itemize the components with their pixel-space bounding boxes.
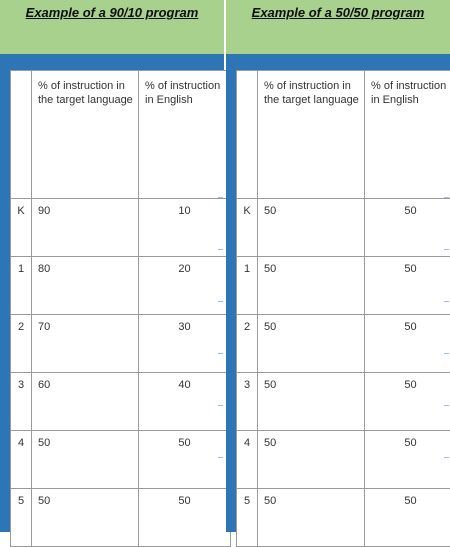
- header-90-10: [0, 0, 224, 54]
- english-percent-cell: 50: [365, 199, 450, 257]
- target-percent-cell: 70: [32, 315, 139, 373]
- english-header: % of instruction in English: [365, 71, 450, 199]
- english-percent-cell: 50: [365, 315, 450, 373]
- table-row: [11, 489, 231, 547]
- table-row: [237, 373, 450, 431]
- english-percent-cell: 40: [139, 373, 231, 431]
- divider-tick: [444, 197, 449, 198]
- target-language-header: % of instruction in the target language: [32, 71, 139, 199]
- divider-tick: [218, 301, 223, 302]
- table-row: [11, 315, 231, 373]
- target-language-header: % of instruction in the target language: [258, 71, 365, 199]
- table-90-10: [10, 70, 231, 547]
- grade-cell: 4: [237, 431, 258, 489]
- divider-tick: [218, 249, 223, 250]
- target-percent-cell: 50: [32, 431, 139, 489]
- header-50-50: [226, 0, 450, 54]
- grade-cell: 4: [11, 431, 32, 489]
- target-percent-cell: 50: [258, 373, 365, 431]
- english-percent-cell: 20: [139, 257, 231, 315]
- grade-cell: K: [11, 199, 32, 257]
- grade-header-cell: [237, 71, 258, 199]
- divider-tick: [444, 249, 449, 250]
- target-percent-cell: 60: [32, 373, 139, 431]
- table-50-50: [236, 70, 450, 547]
- table-row: [237, 431, 450, 489]
- divider-tick: [444, 457, 449, 458]
- english-percent-cell: 50: [365, 257, 450, 315]
- grade-cell: 5: [11, 489, 32, 547]
- title-50-50: Example of a 50/50 program: [226, 5, 450, 20]
- table-row: [237, 257, 450, 315]
- divider-tick: [218, 405, 223, 406]
- english-percent-cell: 50: [139, 431, 231, 489]
- title-90-10: Example of a 90/10 program: [0, 5, 224, 20]
- table-header-row: [237, 71, 450, 199]
- english-percent-cell: 10: [139, 199, 231, 257]
- table-row: [237, 199, 450, 257]
- table-row: [237, 315, 450, 373]
- grade-cell: 3: [237, 373, 258, 431]
- table-row: [11, 373, 231, 431]
- grade-header-cell: [11, 71, 32, 199]
- grade-cell: 3: [11, 373, 32, 431]
- english-percent-cell: 50: [365, 373, 450, 431]
- english-header: % of instruction in English: [139, 71, 231, 199]
- target-percent-cell: 90: [32, 199, 139, 257]
- table-row: [11, 431, 231, 489]
- english-percent-cell: 50: [365, 431, 450, 489]
- target-percent-cell: 50: [258, 431, 365, 489]
- table-row: [11, 257, 231, 315]
- table-row: [237, 489, 450, 547]
- target-percent-cell: 80: [32, 257, 139, 315]
- table-row: [11, 199, 231, 257]
- target-percent-cell: 50: [258, 199, 365, 257]
- panel-90-10: [0, 54, 224, 532]
- target-percent-cell: 50: [32, 489, 139, 547]
- target-percent-cell: 50: [258, 489, 365, 547]
- divider-tick: [444, 405, 449, 406]
- target-percent-cell: 50: [258, 257, 365, 315]
- grade-cell: 2: [237, 315, 258, 373]
- english-percent-cell: 50: [365, 489, 450, 547]
- grade-cell: K: [237, 199, 258, 257]
- divider-tick: [218, 197, 223, 198]
- grade-cell: 1: [11, 257, 32, 315]
- grade-cell: 2: [11, 315, 32, 373]
- divider-tick: [218, 353, 223, 354]
- target-percent-cell: 50: [258, 315, 365, 373]
- table-header-row: [11, 71, 231, 199]
- english-percent-cell: 50: [139, 489, 231, 547]
- divider-tick: [444, 301, 449, 302]
- english-percent-cell: 30: [139, 315, 231, 373]
- grade-cell: 1: [237, 257, 258, 315]
- divider-tick: [218, 457, 223, 458]
- panel-50-50: [226, 54, 450, 532]
- grade-cell: 5: [237, 489, 258, 547]
- divider-tick: [444, 353, 449, 354]
